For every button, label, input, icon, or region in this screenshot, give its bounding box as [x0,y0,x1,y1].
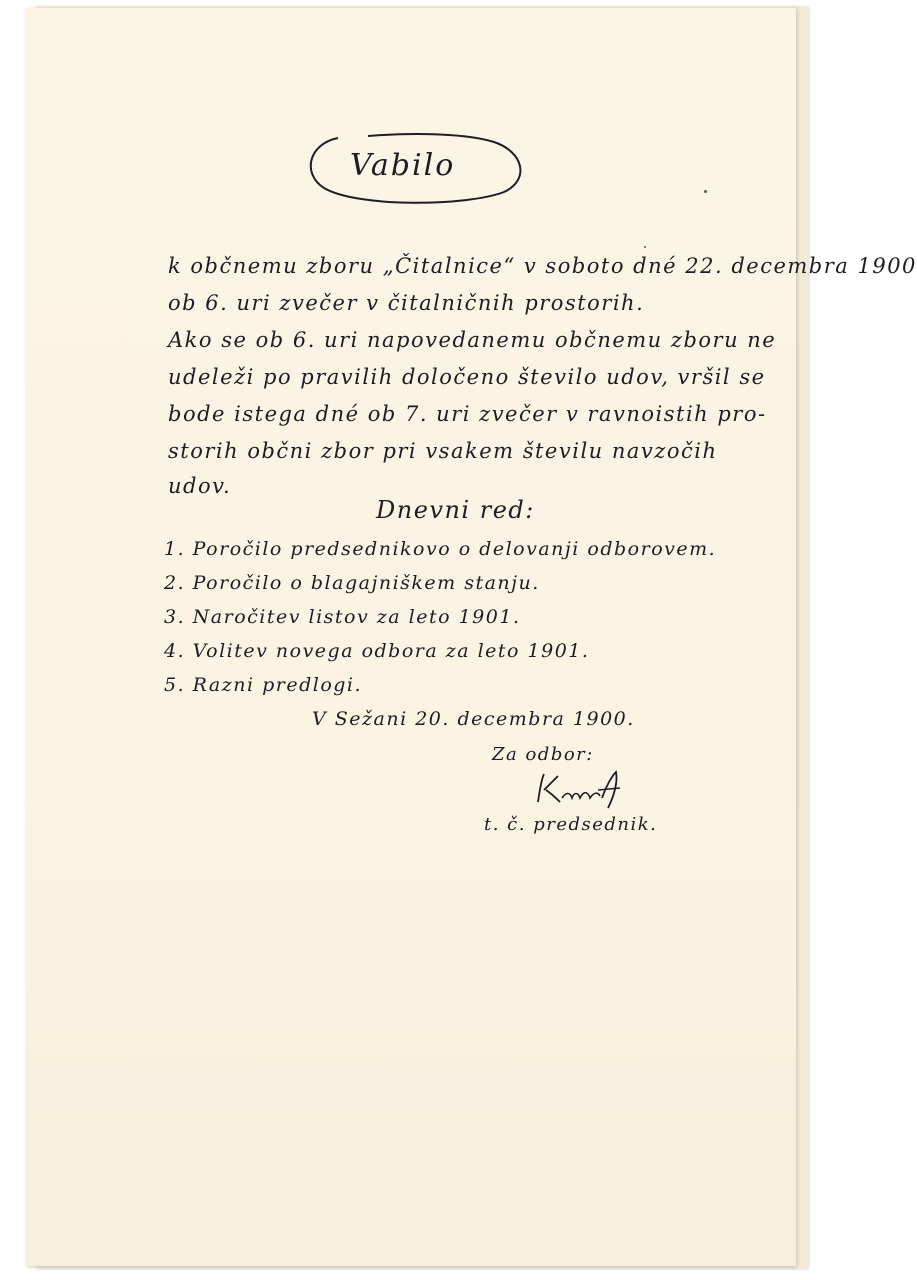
agenda-item-1: 1. Poročilo predsednikovo o delovanji odborovem. [164,538,717,560]
agenda-item-4: 4. Volitev novega odbora za leto 1901. [164,640,590,662]
document-sheet [26,8,917,1266]
body-line-1: k občnemu zboru „Čitalnice“ v soboto dné 22. decembra 1900 [168,254,917,278]
closing-line: Za odbor: [492,744,594,765]
agenda-item-2: 2. Poročilo o blagajniškem stanju. [164,572,540,594]
document-title: Vabilo [350,148,456,183]
paper-fleck [704,190,707,193]
body-line-5: bode istega dné ob 7. uri zvečer v ravnoistih pro- [168,402,767,426]
body-line-4: udeleži po pravilih določeno število udov, vršil se [168,365,766,389]
place-and-date: V Sežani 20. decembra 1900. [312,708,635,730]
body-line-3: Ako se ob 6. uri napovedanemu občnemu zboru ne [168,328,777,352]
body-line-2: ob 6. uri zvečer v čitalničnih prostorih. [168,291,645,315]
signer-title: t. č. predsednik. [484,814,658,835]
body-line-6: storih občni zbor pri vsakem številu navzočih [168,439,718,463]
agenda-item-3: 3. Naročitev listov za leto 1901. [164,606,521,628]
body-line-7: udov. [168,474,232,498]
agenda-item-5: 5. Razni predlogi. [164,674,363,696]
handwritten-signature [532,768,624,810]
agenda-heading: Dnevni red: [376,496,535,524]
paper-fleck [644,246,646,248]
